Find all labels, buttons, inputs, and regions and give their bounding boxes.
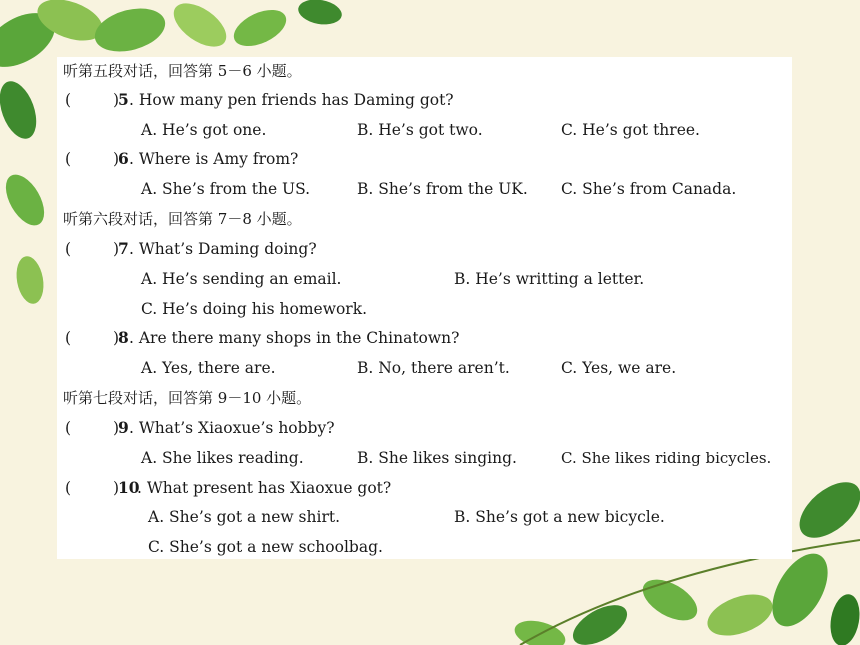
question-number: 5 [118,90,129,109]
option-a: A. Yes, there are. [141,359,276,377]
answer-bracket-open[interactable]: ( [65,150,72,168]
question-text: . What’s Xiaoxue’s hobby? [129,419,335,437]
question-10 [57,474,792,502]
question-5 [57,86,792,114]
question-number: 6 [118,149,129,168]
option-c: C. She’s got a new schoolbag. [148,538,383,556]
answer-bracket-close: ) [113,91,120,109]
question-text: . What’s Daming doing? [129,240,317,258]
options-9 [57,444,792,472]
question-number: 8 [118,328,129,347]
options-8 [57,354,792,382]
option-b: B. No, there aren’t. [357,359,510,377]
question-text: . What present has Xiaoxue got? [137,479,392,497]
section-heading-9 [57,384,792,412]
options-5 [57,116,792,144]
section-heading-text: 听第七段对话，回答第 9－10 小题。 [63,389,312,407]
option-c: C. She’s from Canada. [561,180,737,198]
option-a: A. She’s got a new shirt. [148,508,341,526]
question-7 [57,235,792,263]
option-a: A. He’s got one. [141,121,267,139]
answer-bracket-close: ) [113,419,120,437]
option-b: B. She likes singing. [357,449,517,467]
answer-bracket-open[interactable]: ( [65,91,72,109]
question-text: . How many pen friends has Daming got? [129,91,454,109]
worksheet [57,57,792,559]
options-10-ab [57,503,792,531]
answer-bracket-open[interactable]: ( [65,479,72,497]
question-9 [57,414,792,442]
question-text: . Are there many shops in the Chinatown? [129,329,460,347]
option-b: B. He’s got two. [357,121,483,139]
answer-bracket-open[interactable]: ( [65,419,72,437]
options-6 [57,175,792,203]
option-c: C. He’s doing his homework. [141,300,368,318]
option-c: C. She likes riding bicycles. [561,449,772,467]
option-a: A. She likes reading. [141,449,304,467]
option-c: C. Yes, we are. [561,359,677,377]
section-heading-7 [57,205,792,233]
option-b: B. He’s writting a letter. [454,270,645,288]
question-8 [57,324,792,352]
options-10-c [57,533,792,561]
question-number: 9 [118,418,129,437]
option-c: C. He’s got three. [561,121,700,139]
options-7-ab [57,265,792,293]
question-6 [57,145,792,173]
answer-bracket-close: ) [113,329,120,347]
question-text: . Where is Amy from? [129,150,299,168]
answer-bracket-open[interactable]: ( [65,329,72,347]
option-b: B. She’s got a new bicycle. [454,508,665,526]
option-a: A. She’s from the US. [141,180,311,198]
question-number: 10 [118,478,140,497]
section-heading-5 [57,57,792,85]
answer-bracket-close: ) [113,240,120,258]
option-a: A. He’s sending an email. [141,270,342,288]
answer-bracket-close: ) [113,479,120,497]
option-b: B. She’s from the UK. [357,180,528,198]
answer-bracket-open[interactable]: ( [65,240,72,258]
section-heading-text: 听第六段对话，回答第 7－8 小题。 [63,210,302,228]
answer-bracket-close: ) [113,150,120,168]
question-number: 7 [118,239,129,258]
section-heading-text: 听第五段对话，回答第 5－6 小题。 [63,62,302,80]
options-7-c [57,295,792,323]
